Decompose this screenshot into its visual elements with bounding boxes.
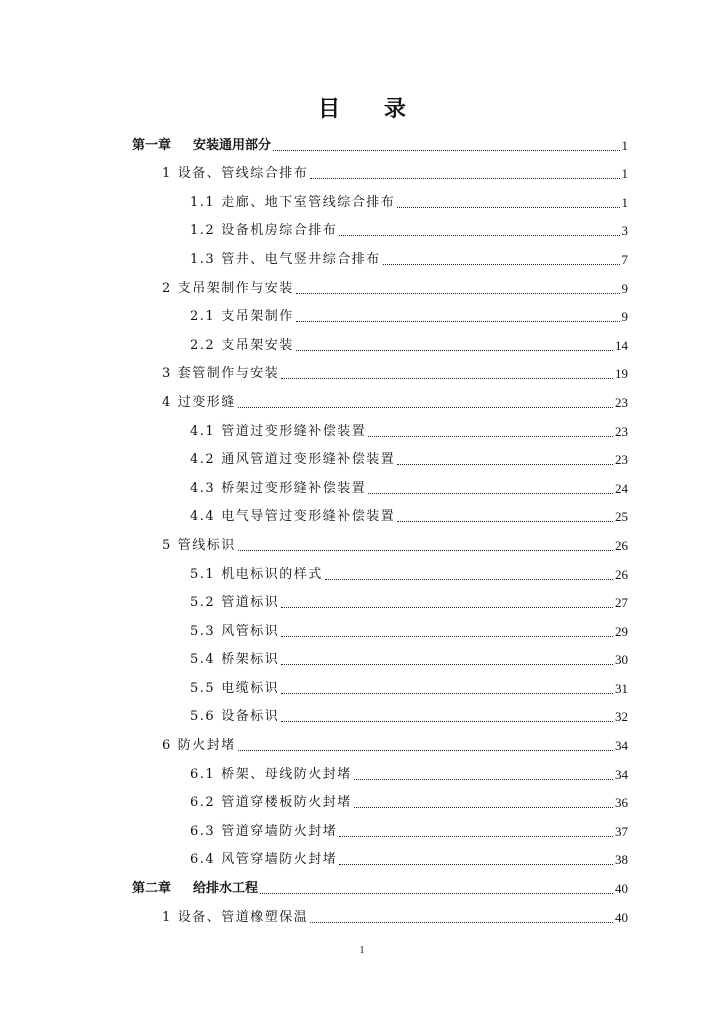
toc-entry-page: 7 (621, 251, 628, 267)
dot-leader (260, 893, 613, 894)
toc-entry[interactable] (132, 182, 628, 211)
toc-entry-title: 支吊架制作与安装 (177, 280, 294, 296)
toc-entry-title: 管道标识 (221, 595, 280, 611)
toc-entry-title: 管道过变形缝补偿装置 (221, 423, 367, 439)
toc-entry[interactable] (132, 239, 628, 268)
toc-entry-page: 25 (615, 509, 628, 525)
toc-entry-page: 31 (615, 680, 628, 696)
toc-entry[interactable] (132, 811, 628, 840)
toc-entry[interactable] (132, 297, 628, 326)
toc-entry-page: 1 (621, 137, 628, 153)
dot-leader (238, 407, 613, 408)
page-title: 目 录 (318, 96, 424, 122)
toc-entry-title: 桥架标识 (221, 652, 280, 668)
toc-entry-page: 40 (615, 909, 628, 925)
toc-entry-page: 40 (615, 881, 628, 897)
toc-entry-title: 套管制作与安装 (177, 366, 280, 382)
page-number: 1 (359, 945, 365, 956)
toc-entry-title: 风管穿墙防火封堵 (221, 852, 338, 868)
toc-entry-title: 管道穿楼板防火封堵 (221, 795, 352, 811)
toc-entry[interactable] (132, 554, 628, 583)
toc-entry-page: 34 (615, 738, 628, 754)
dot-leader (339, 235, 619, 236)
toc-entry-title: 安装通用部分 (193, 137, 272, 153)
dot-leader (281, 636, 613, 637)
toc-entry[interactable] (132, 611, 628, 640)
toc-entry-title: 支吊架安装 (221, 337, 294, 353)
toc-entry-number: 1 (162, 909, 172, 925)
table-of-contents (132, 125, 628, 926)
toc-entry-title: 桥架过变形缝补偿装置 (221, 480, 367, 496)
dot-leader (296, 321, 620, 322)
toc-entry-title: 通风管道过变形缝补偿装置 (221, 452, 396, 468)
toc-entry-title: 管线标识 (177, 537, 236, 553)
toc-entry-page: 14 (615, 337, 628, 353)
toc-entry-page: 23 (615, 452, 628, 468)
toc-entry[interactable] (132, 468, 628, 497)
dot-leader (354, 807, 613, 808)
toc-entry-page: 30 (615, 652, 628, 668)
toc-entry-title: 走廊、地下室管线综合排布 (221, 194, 396, 210)
toc-entry-number: 第二章 (132, 881, 172, 897)
toc-entry-number: 1.1 (190, 194, 216, 210)
toc-entry-title: 设备机房综合排布 (221, 223, 338, 239)
toc-entry-number: 4 (162, 394, 172, 410)
toc-entry-number: 6.2 (190, 795, 216, 811)
dot-leader (397, 464, 613, 465)
toc-entry-number: 6.3 (190, 823, 216, 839)
toc-entry-title: 风管标识 (221, 623, 280, 639)
dot-leader (354, 779, 613, 780)
toc-entry-number: 5.1 (190, 566, 216, 582)
toc-entry-number: 1.2 (190, 223, 216, 239)
toc-entry-number: 1 (162, 166, 172, 182)
toc-entry-title: 支吊架制作 (221, 309, 294, 325)
toc-entry-number: 3 (162, 366, 172, 382)
toc-entry-page: 24 (615, 480, 628, 496)
toc-entry-page: 36 (615, 795, 628, 811)
toc-entry-title: 电缆标识 (221, 680, 280, 696)
toc-entry-number: 6.4 (190, 852, 216, 868)
toc-entry-number: 第一章 (132, 137, 172, 153)
toc-entry-page: 26 (615, 566, 628, 582)
toc-entry[interactable] (132, 211, 628, 240)
toc-entry-number: 6 (162, 738, 172, 754)
toc-entry-page: 38 (615, 852, 628, 868)
toc-entry-page: 9 (621, 309, 628, 325)
toc-entry-number: 2 (162, 280, 172, 296)
toc-entry-number: 4.1 (190, 423, 216, 439)
toc-entry[interactable] (132, 725, 628, 754)
dot-leader (310, 178, 619, 179)
toc-entry[interactable] (132, 354, 628, 383)
dot-leader (339, 836, 613, 837)
dot-leader (281, 693, 613, 694)
toc-entry-page: 3 (621, 223, 628, 239)
toc-entry[interactable] (132, 497, 628, 526)
dot-leader (281, 607, 613, 608)
toc-entry[interactable] (132, 525, 628, 554)
dot-leader (397, 521, 613, 522)
toc-entry-title: 桥架、母线防火封堵 (221, 766, 352, 782)
toc-entry-page: 26 (615, 537, 628, 553)
toc-entry-page: 23 (615, 423, 628, 439)
toc-entry-number: 5.3 (190, 623, 216, 639)
dot-leader (368, 436, 613, 437)
toc-entry-number: 6.1 (190, 766, 216, 782)
dot-leader (238, 550, 613, 551)
toc-entry-page: 27 (615, 595, 628, 611)
toc-entry-title: 给排水工程 (193, 881, 259, 897)
toc-entry[interactable] (132, 125, 628, 154)
dot-leader (339, 864, 613, 865)
dot-leader (325, 579, 613, 580)
toc-entry-number: 5.5 (190, 680, 216, 696)
dot-leader (273, 150, 619, 151)
toc-entry[interactable] (132, 583, 628, 612)
toc-entry[interactable] (132, 440, 628, 469)
toc-entry[interactable] (132, 411, 628, 440)
dot-leader (281, 721, 613, 722)
toc-entry-title: 管井、电气竖井综合排布 (221, 251, 381, 267)
toc-entry-number: 5.6 (190, 709, 216, 725)
dot-leader (238, 750, 613, 751)
dot-leader (281, 664, 613, 665)
toc-entry-page: 1 (621, 194, 628, 210)
toc-entry-number: 4.2 (190, 452, 216, 468)
toc-entry[interactable] (132, 268, 628, 297)
toc-entry-number: 1.3 (190, 251, 216, 267)
toc-entry-title: 电气导管过变形缝补偿装置 (221, 509, 396, 525)
toc-entry-number: 2.1 (190, 309, 216, 325)
dot-leader (383, 264, 620, 265)
toc-entry[interactable] (132, 754, 628, 783)
toc-entry-number: 5.4 (190, 652, 216, 668)
toc-entry-title: 管道穿墙防火封堵 (221, 823, 338, 839)
dot-leader (281, 378, 613, 379)
toc-entry-number: 5 (162, 537, 172, 553)
toc-entry-title: 机电标识的样式 (221, 566, 323, 582)
dot-leader (310, 922, 613, 923)
toc-entry[interactable] (132, 325, 628, 354)
toc-entry-page: 9 (621, 280, 628, 296)
toc-entry[interactable] (132, 868, 628, 897)
dot-leader (368, 493, 613, 494)
toc-entry-page: 32 (615, 709, 628, 725)
toc-entry[interactable] (132, 783, 628, 812)
toc-entry-title: 设备标识 (221, 709, 280, 725)
dot-leader (296, 293, 620, 294)
toc-entry-number: 4.3 (190, 480, 216, 496)
dot-leader (397, 207, 619, 208)
toc-entry-title: 过变形缝 (177, 394, 236, 410)
toc-entry-title: 防火封堵 (177, 738, 236, 754)
toc-entry[interactable] (132, 640, 628, 669)
toc-entry[interactable] (132, 382, 628, 411)
toc-entry[interactable] (132, 668, 628, 697)
toc-entry-page: 37 (615, 823, 628, 839)
toc-entry-title: 设备、管道橡塑保温 (177, 909, 309, 925)
toc-entry-number: 5.2 (190, 595, 216, 611)
toc-entry-page: 23 (615, 394, 628, 410)
toc-entry-number: 2.2 (190, 337, 216, 353)
toc-entry-page: 34 (615, 766, 628, 782)
toc-entry[interactable] (132, 154, 628, 183)
toc-entry-number: 4.4 (190, 509, 216, 525)
toc-entry-page: 1 (621, 166, 628, 182)
toc-entry-page: 19 (615, 366, 628, 382)
dot-leader (296, 350, 613, 351)
toc-entry-title: 设备、管线综合排布 (177, 166, 309, 182)
toc-entry[interactable] (132, 697, 628, 726)
toc-entry[interactable] (132, 840, 628, 869)
toc-entry[interactable] (132, 897, 628, 926)
toc-entry-page: 29 (615, 623, 628, 639)
